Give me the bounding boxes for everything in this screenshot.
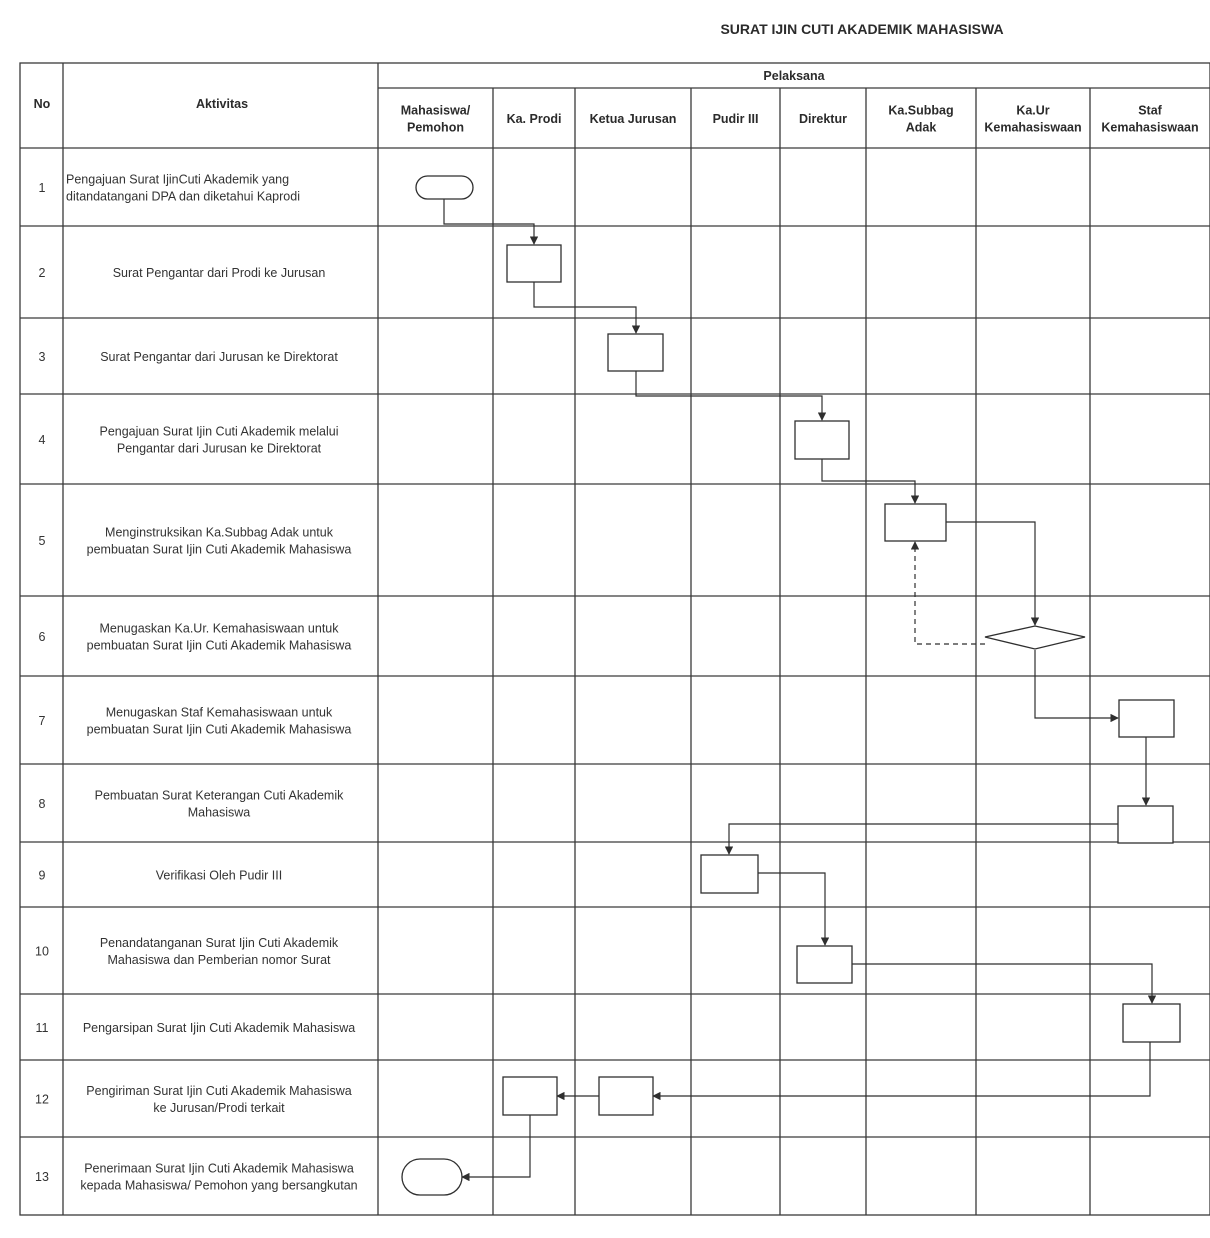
row-activity-text: Verifikasi Oleh Pudir III <box>155 868 283 883</box>
node-8-process <box>1118 806 1173 843</box>
flow-edges <box>444 199 1152 1177</box>
row-activity-text: Pengarsipan Surat Ijin Cuti Akademik Mahasiswa <box>82 1021 356 1035</box>
edge-6-7 <box>1035 650 1118 718</box>
row-activity-text: pembuatan Surat Ijin Cuti Akademik Mahasiswa <box>86 638 352 653</box>
row-number: 13 <box>35 1170 49 1184</box>
node-10-process <box>797 946 852 983</box>
node-1-terminator <box>416 176 473 199</box>
row-activity-text: pembuatan Surat Ijin Cuti Akademik Mahasiswa <box>86 542 352 557</box>
row-activity-text: Pembuatan Surat Keterangan Cuti Akademik <box>94 788 344 803</box>
row-activity-text: Menginstruksikan Ka.Subbag Adak untuk <box>105 525 333 540</box>
header-pelaksana: Pelaksana <box>763 69 825 83</box>
actor-header-8: Kemahasiswaan <box>1101 120 1199 135</box>
row-activity-text: Pengajuan Surat Ijin Cuti Akademik melalui <box>99 424 339 439</box>
node-2-process <box>507 245 561 282</box>
edge-6-5-dashed <box>915 542 985 644</box>
row-number: 12 <box>35 1092 49 1107</box>
row-activity-text: Pengajuan Surat IjinCuti Akademik yang <box>66 172 290 187</box>
actor-header-5: Direktur <box>799 112 847 126</box>
row-activity-text: Menugaskan Staf Kemahasiswaan untuk <box>105 705 333 720</box>
header-activity: Aktivitas <box>195 97 249 111</box>
actor-header-7: Kemahasiswaan <box>984 120 1082 135</box>
row-number: 9 <box>38 868 46 883</box>
actor-header-6: Ka.Subbag <box>888 103 954 118</box>
actor-header-4: Pudir III <box>712 112 759 126</box>
actor-header-6: Adak <box>905 120 937 135</box>
node-7-process <box>1119 700 1174 737</box>
edge-12-13 <box>462 1115 530 1177</box>
row-activity-text: Mahasiswa dan Pemberian nomor Surat <box>107 953 331 967</box>
row-activity-text: ke Jurusan/Prodi terkait <box>153 1101 285 1115</box>
node-3-process <box>608 334 663 371</box>
row-number: 10 <box>35 944 49 959</box>
row-activity-text: Penerimaan Surat Ijin Cuti Akademik Mahasiswa <box>84 1161 354 1176</box>
actor-header-7: Ka.Ur <box>1016 103 1050 118</box>
row-number: 5 <box>38 534 46 548</box>
edge-2-3 <box>534 282 636 333</box>
node-13-terminator <box>402 1159 462 1195</box>
actor-header-2: Ka. Prodi <box>506 112 562 126</box>
edge-8-9 <box>729 824 1118 854</box>
row-activity-text: Surat Pengantar dari Prodi ke Jurusan <box>112 266 326 280</box>
row-number: 6 <box>38 630 46 644</box>
actor-header-1: Mahasiswa/ <box>400 103 471 118</box>
row-number: 4 <box>38 433 46 447</box>
actor-header-1: Pemohon <box>407 120 464 135</box>
edge-4-5 <box>822 459 915 503</box>
row-activity-text: Pengiriman Surat Ijin Cuti Akademik Mahasiswa <box>86 1084 352 1098</box>
row-number: 2 <box>38 266 46 280</box>
row-activity-text: kepada Mahasiswa/ Pemohon yang bersangkutan <box>80 1178 358 1193</box>
actor-header-8: Staf <box>1138 103 1162 118</box>
row-activity-text: Menugaskan Ka.Ur. Kemahasiswaan untuk <box>99 621 339 636</box>
edge-9-10 <box>758 873 825 945</box>
row-activity-text: pembuatan Surat Ijin Cuti Akademik Mahasiswa <box>86 722 352 737</box>
node-4-process <box>795 421 849 459</box>
node-12b-process <box>503 1077 557 1115</box>
page-title: SURAT IJIN CUTI AKADEMIK MAHASISWA <box>720 21 1004 37</box>
actor-header-3: Ketua Jurusan <box>589 112 677 126</box>
row-activity-text: ditandatangani DPA dan diketahui Kaprodi <box>66 189 300 204</box>
row-activity-text: Surat Pengantar dari Jurusan ke Direktorat <box>100 350 338 364</box>
node-12a-process <box>599 1077 653 1115</box>
node-11-process <box>1123 1004 1180 1042</box>
row-number: 11 <box>35 1021 49 1035</box>
row-activity-text: Mahasiswa <box>187 805 251 820</box>
edge-10-11 <box>852 964 1152 1003</box>
header-no: No <box>33 97 51 111</box>
node-5-process <box>885 504 946 541</box>
edge-3-4 <box>636 371 822 420</box>
node-6-decision <box>985 626 1085 649</box>
row-number: 1 <box>38 181 46 195</box>
edge-1-2 <box>444 199 534 244</box>
node-9-process <box>701 855 758 893</box>
row-number: 8 <box>38 797 46 811</box>
edge-5-6 <box>946 522 1035 625</box>
flow-nodes <box>402 176 1180 1195</box>
row-number: 3 <box>38 350 46 364</box>
row-number: 7 <box>38 714 46 728</box>
row-activity-text: Pengantar dari Jurusan ke Direktorat <box>116 441 322 456</box>
row-activity-text: Penandatanganan Surat Ijin Cuti Akademik <box>99 936 339 950</box>
edge-11-12 <box>653 1042 1150 1096</box>
